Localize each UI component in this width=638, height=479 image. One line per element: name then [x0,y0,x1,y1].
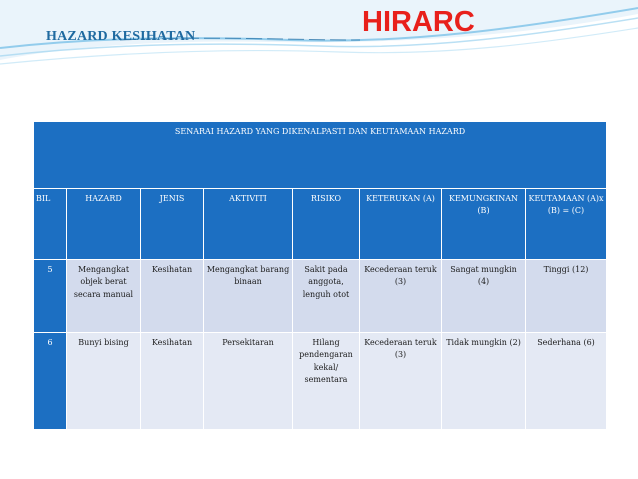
table-cell: Mengangkat objek berat secara manual [67,260,141,333]
slide-subtitle: HAZARD KESIHATAN [46,29,196,44]
table-cell: 5 [34,260,67,333]
table-cell: Mengangkat barang binaan [204,260,293,333]
table-cell: Persekitaran [204,333,293,430]
table-cell: 6 [34,333,67,430]
column-header: KETERUKAN (A) [360,189,442,260]
column-header: KEUTAMAAN (A)x (B) = (C) [526,189,607,260]
table-cell: Tidak mungkin (2) [442,333,526,430]
table-cell: Kecederaan teruk (3) [360,333,442,430]
table-row [34,260,607,333]
table-caption-row [34,122,607,189]
table-header-row [34,189,607,260]
table-cell: Hilang pendengaran kekal/ sementara [293,333,360,430]
table-cell: Kesihatan [141,333,204,430]
column-header: HAZARD [67,189,141,260]
table-caption: SENARAI HAZARD YANG DIKENALPASTI DAN KEUTAMAAN HAZARD [34,122,607,189]
table-cell: Tinggi (12) [526,260,607,333]
table-cell: Kecederaan teruk (3) [360,260,442,333]
table-row [34,333,607,430]
table-cell: Sangat mungkin (4) [442,260,526,333]
table-cell: Sederhana (6) [526,333,607,430]
table-cell: Bunyi bising [67,333,141,430]
column-header: BIL [34,189,67,260]
column-header: RISIKO [293,189,360,260]
table-cell: Kesihatan [141,260,204,333]
slide-title: HIRARC [362,6,475,38]
column-header: KEMUNGKINAN (B) [442,189,526,260]
column-header: JENIS [141,189,204,260]
table-cell: Sakit pada anggota, lenguh otot [293,260,360,333]
column-header: AKTIVITI [204,189,293,260]
hazard-table [33,121,607,430]
